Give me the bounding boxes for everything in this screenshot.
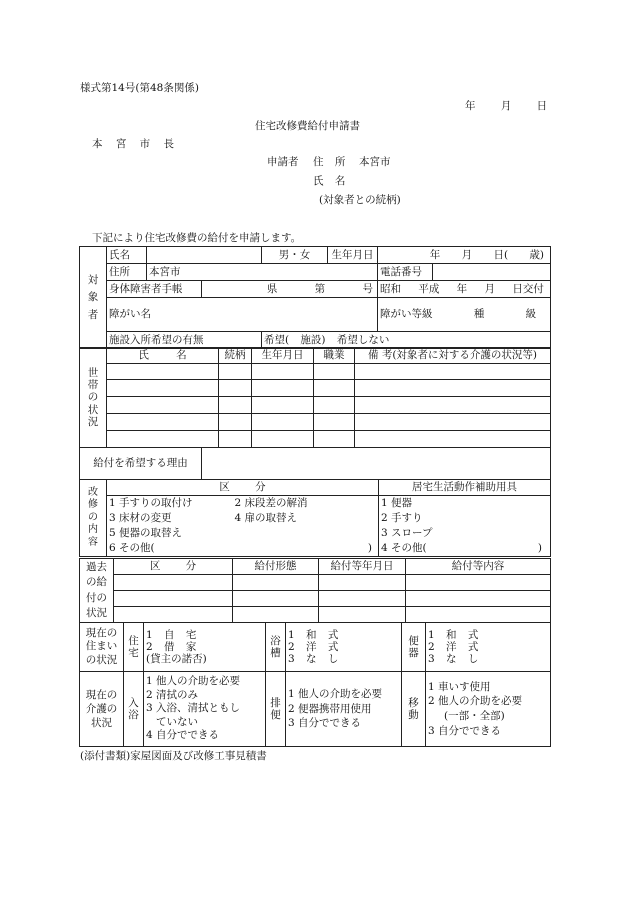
subject-phone-field[interactable] — [433, 264, 551, 281]
care-bath-label: 入 浴 — [124, 672, 144, 747]
past-header-content: 給付等内容 — [406, 559, 551, 575]
household-row[interactable] — [80, 431, 551, 448]
subject-name-label: 氏名 — [107, 247, 147, 264]
subject-address-label: 住所 — [107, 264, 147, 281]
housing-home-options[interactable]: 1 自 宅 2 借 家 (貸主の諾否) — [144, 623, 266, 672]
housing-toilet-options[interactable]: 1 和 式 2 洋 式 3 な し — [426, 623, 551, 672]
subject-name-field[interactable] — [147, 247, 262, 264]
applicant-label: 申請者 — [267, 156, 299, 168]
household-side-label: 世 帯 の 状 況 — [80, 348, 107, 448]
past-header-date: 給付等年月日 — [319, 559, 406, 575]
attachments-note: (添付書類)家屋図面及び改修工事見積書 — [80, 750, 267, 762]
household-row[interactable] — [80, 397, 551, 414]
applicant-address-value: 本宮市 — [359, 156, 391, 168]
reason-field[interactable] — [202, 448, 551, 480]
renovation-side-label: 改 修 の 内 容 — [80, 480, 107, 557]
renovation-item[interactable]: 3 床材の変更 — [107, 511, 233, 526]
addressee: 本 宮 市 長 — [92, 138, 175, 150]
household-header-relation: 続柄 — [219, 348, 252, 364]
renovation-item-other-close: ) — [233, 541, 379, 557]
housing-home-label: 住 宅 — [124, 623, 144, 672]
care-label: 現在の 介護の 状況 — [80, 672, 124, 747]
aid-item-other[interactable]: 4 その他( ) — [379, 541, 551, 557]
disability-name-field[interactable]: 障がい名 — [107, 298, 378, 332]
past-side-label: 過去 の給 付の 状況 — [80, 559, 114, 623]
facility-choice[interactable]: 希望( 施設) 希望しない — [262, 332, 551, 349]
renovation-item[interactable] — [233, 526, 379, 541]
subject-phone-label: 電話番号 — [378, 264, 433, 281]
housing-bath-label: 浴 槽 — [266, 623, 286, 672]
household-row[interactable] — [80, 414, 551, 431]
reason-table — [79, 447, 551, 480]
subject-address-field[interactable]: 本宮市 — [147, 264, 378, 281]
household-row[interactable] — [80, 380, 551, 397]
subject-birth-field[interactable]: 年 月 日( 歳) — [378, 247, 551, 264]
subject-side-label: 対 象 者 — [80, 247, 107, 349]
housing-table — [79, 622, 551, 672]
care-excretion-options[interactable]: 1 他人の介助を必要 2 便器携帯用使用 3 自分でできる — [286, 672, 402, 747]
disability-grade-field[interactable]: 障がい等級 種 級 — [378, 298, 551, 332]
facility-label: 施設入所希望の有無 — [107, 332, 262, 349]
past-benefits-table — [79, 558, 551, 623]
renovation-table — [79, 479, 551, 557]
household-header-name: 氏 名 — [107, 348, 219, 364]
past-header-form: 給付形態 — [233, 559, 319, 575]
past-header-category: 区 分 — [114, 559, 233, 575]
reason-label: 給付を希望する理由 — [80, 448, 202, 480]
renovation-item-other[interactable]: 6 その他( — [107, 541, 233, 557]
date-line: 年 月 日 — [465, 100, 548, 112]
past-row[interactable] — [80, 591, 551, 607]
care-excretion-label: 排 便 — [266, 672, 286, 747]
care-move-options[interactable]: 1 車いす使用 2 他人の介助を必要 (一部・全部) 3 自分でできる — [426, 672, 551, 747]
renovation-item[interactable]: 5 便器の取替え — [107, 526, 233, 541]
housing-toilet-label: 便 器 — [402, 623, 426, 672]
renovation-header-category: 区 分 — [107, 480, 379, 496]
document-title: 住宅改修費給付申請書 — [255, 120, 360, 132]
household-header-birth: 生年月日 — [252, 348, 314, 364]
request-statement: 下記により住宅改修費の給付を申請します。 — [92, 232, 302, 244]
housing-bath-options[interactable]: 1 和 式 2 洋 式 3 な し — [286, 623, 402, 672]
household-row[interactable] — [80, 364, 551, 380]
household-table — [79, 347, 551, 448]
renovation-item[interactable]: 1 手すりの取付け — [107, 496, 233, 511]
housing-label: 現在の 住まい の状況 — [80, 623, 124, 672]
past-row[interactable] — [80, 575, 551, 591]
household-header-job: 職業 — [314, 348, 355, 364]
past-row[interactable] — [80, 607, 551, 623]
renovation-header-aids: 居宅生活動作補助用具 — [379, 480, 551, 496]
aid-item[interactable]: 2 手すり — [379, 511, 551, 526]
applicant-address-label: 住 所 — [313, 156, 346, 168]
care-bath-options[interactable]: 1 他人の介助を必要 2 清拭のみ 3 入浴、清拭ともし ていない 4 自分でできる — [144, 672, 266, 747]
handbook-number-field[interactable]: 県 第 号 — [202, 281, 378, 298]
household-header-notes: 備 考(対象者に対する介護の状況等) — [355, 348, 551, 364]
care-move-label: 移 動 — [402, 672, 426, 747]
relation-label: (対象者との続柄) — [319, 194, 401, 206]
aid-item[interactable]: 3 スロープ — [379, 526, 551, 541]
applicant-name-label: 氏 名 — [313, 175, 346, 187]
handbook-issue-date[interactable]: 昭和 平成 年 月 日交付 — [378, 281, 551, 298]
renovation-item[interactable]: 4 扉の取替え — [233, 511, 379, 526]
aid-item[interactable]: 1 便器 — [379, 496, 551, 511]
care-table — [79, 671, 551, 747]
subject-birth-label: 生年月日 — [328, 247, 378, 264]
renovation-item[interactable]: 2 床段差の解消 — [233, 496, 379, 511]
form-number: 様式第14号(第48条関係) — [80, 82, 199, 94]
handbook-label: 身体障害者手帳 — [107, 281, 202, 298]
subject-sex[interactable]: 男・女 — [262, 247, 328, 264]
subject-table — [79, 246, 551, 349]
